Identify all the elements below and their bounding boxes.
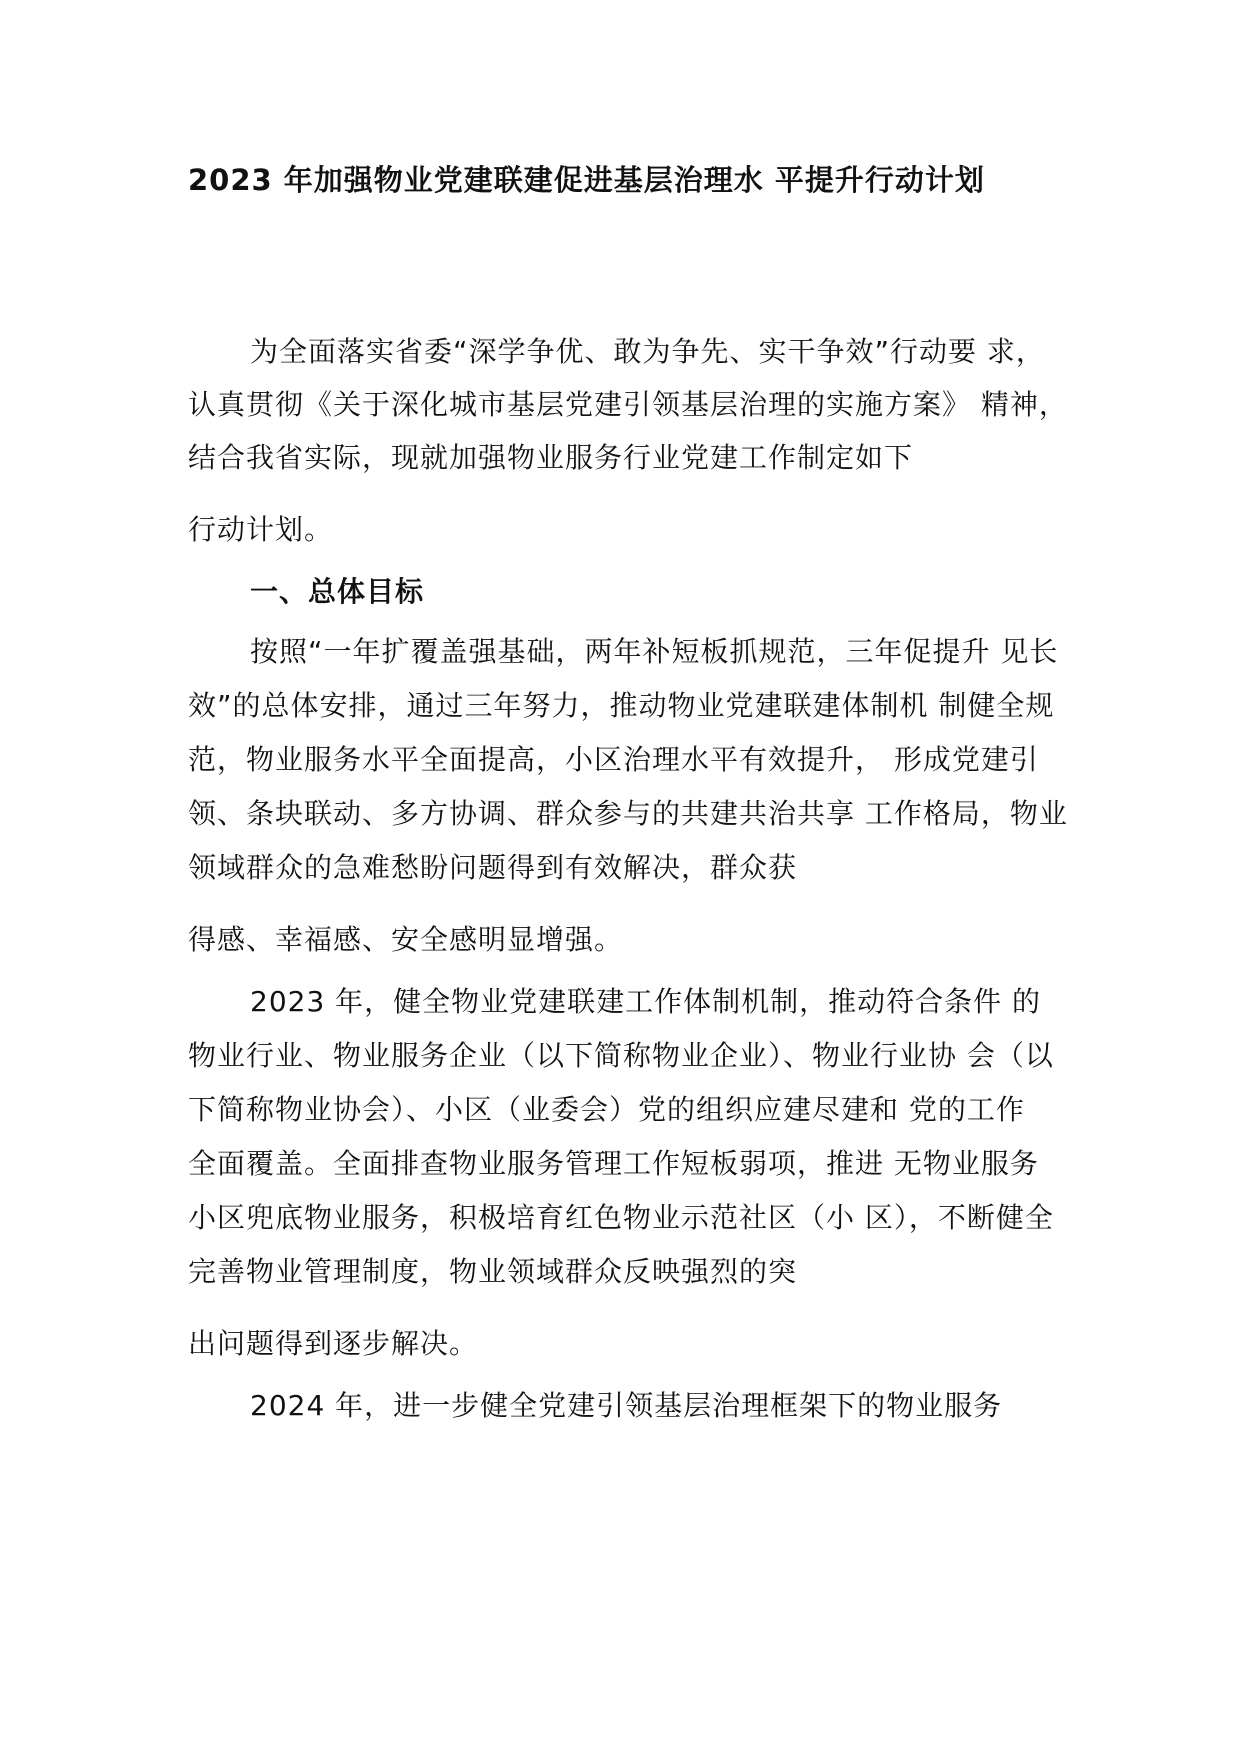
paragraph-line: 认真贯彻《关于深化城市基层党建引领基层治理的实施方案》 精神， [188, 388, 1068, 421]
paragraph-line: 下简称物业协会）、小区（业委会）党的组织应建尽建和 党的工作 [188, 1093, 1025, 1126]
paragraph-line: 效”的总体安排，通过三年努力，推动物业党建联建体制机 制健全规 [188, 689, 1055, 722]
paragraph-line: 为全面落实省委“深学争优、敢为争先、实干争效”行动要 求， [250, 335, 1045, 368]
paragraph-line: 出问题得到逐步解决。 [188, 1327, 479, 1360]
paragraph-line: 小区兜底物业服务，积极培育红色物业示范社区（小 区），不断健全 [188, 1201, 1054, 1234]
paragraph-line: 结合我省实际，现就加强物业服务行业党建工作制定如下 [188, 441, 914, 474]
paragraph-line: 领域群众的急难愁盼问题得到有效解决，群众获 [188, 851, 798, 884]
paragraph-line: 行动计划。 [188, 513, 334, 546]
document-title: 2023 年加强物业党建联建促进基层治理水 平提升行动计划 [188, 163, 985, 197]
paragraph-line: 得感、幸福感、安全感明显增强。 [188, 923, 624, 956]
paragraph-line: 全面覆盖。全面排查物业服务管理工作短板弱项，推进 无物业服务 [188, 1147, 1039, 1180]
paragraph-line: 物业行业、物业服务企业（以下简称物业企业）、物业行业协 会（以 [188, 1039, 1054, 1072]
paragraph-line: 范，物业服务水平全面提高，小区治理水平有效提升， 形成党建引 [188, 743, 1039, 776]
paragraph-line: 2023 年，健全物业党建联建工作体制机制，推动符合条件 的 [250, 985, 1042, 1018]
paragraph-line: 2024 年，进一步健全党建引领基层治理框架下的物业服务 [250, 1389, 1003, 1422]
paragraph-line: 完善物业管理制度，物业领域群众反映强烈的突 [188, 1255, 798, 1288]
section-heading: 一、总体目标 [250, 575, 425, 608]
paragraph-line: 按照“一年扩覆盖强基础，两年补短板抓规范，三年促提升 见长 [250, 635, 1059, 668]
paragraph-line: 领、条块联动、多方协调、群众参与的共建共治共享 工作格局，物业 [188, 797, 1068, 830]
